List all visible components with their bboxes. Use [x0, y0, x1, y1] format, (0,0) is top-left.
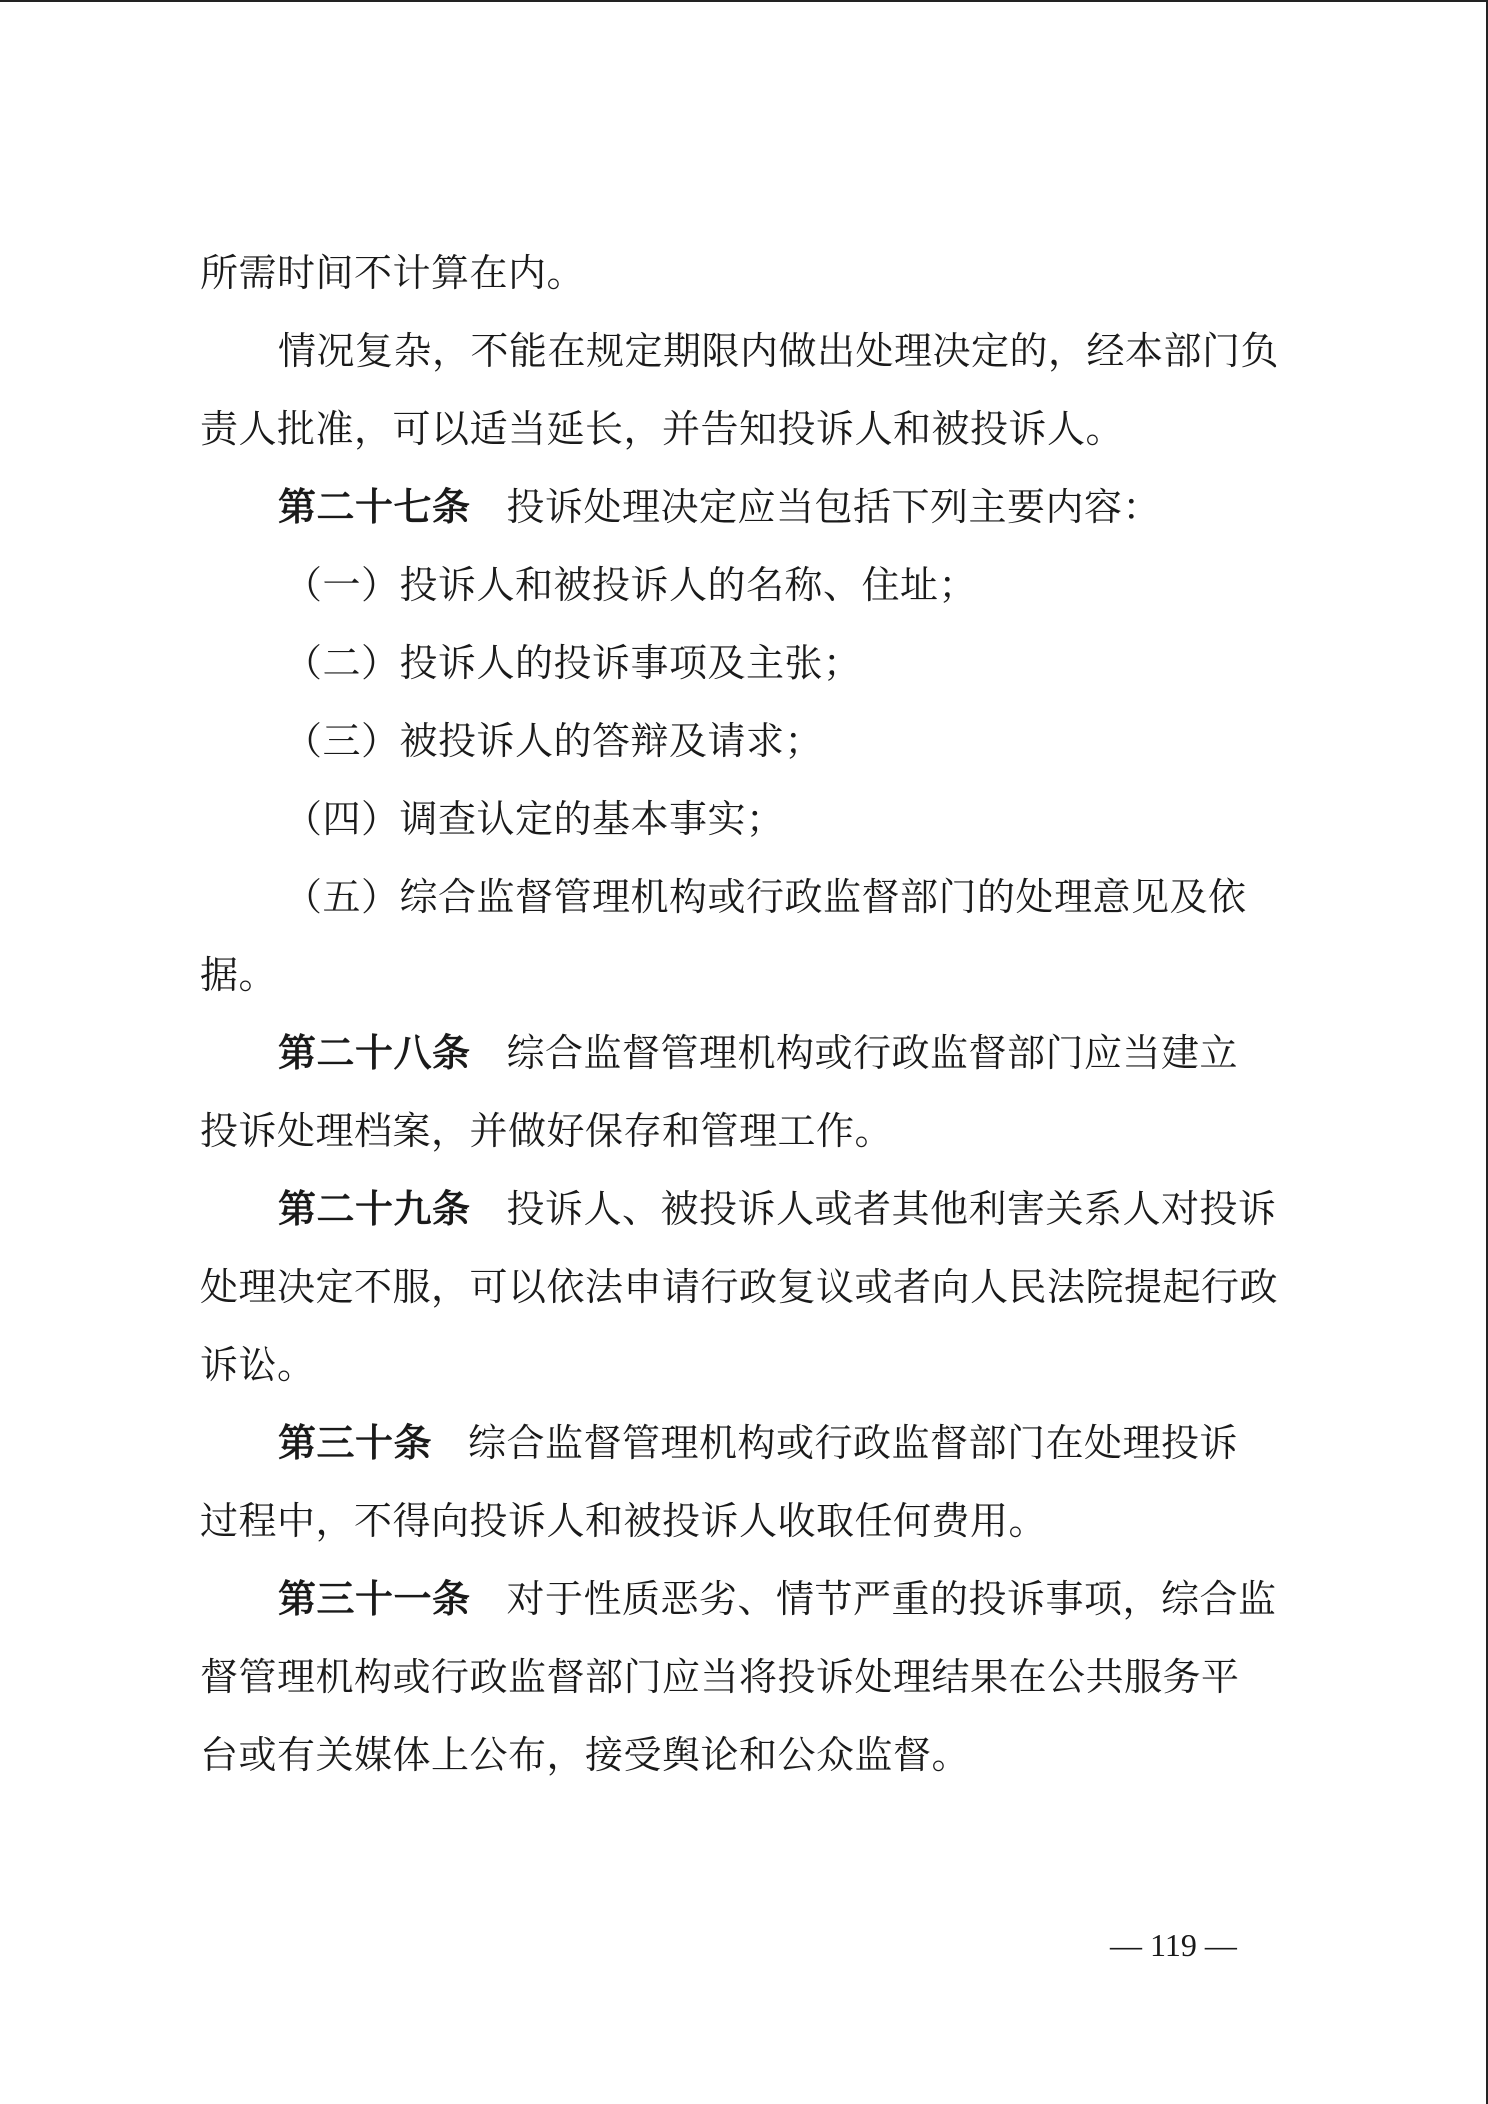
- text-line: 投诉处理档案，并做好保存和管理工作。: [200, 1109, 894, 1153]
- article-29: [200, 1170, 1305, 1248]
- article-heading: 第三十一条: [278, 1576, 471, 1621]
- article-27: [200, 468, 1305, 546]
- article-heading: 第二十七条: [278, 484, 471, 529]
- article-text: 对于性质恶劣、情节严重的投诉事项，综合监: [506, 1577, 1277, 1621]
- page-number: — 119 —: [1110, 1927, 1237, 1963]
- page-border-top: [0, 0, 1488, 2]
- text-line: 督管理机构或行政监督部门应当将投诉处理结果在公共服务平: [200, 1655, 1240, 1699]
- article-text: 投诉人、被投诉人或者其他利害关系人对投诉: [506, 1187, 1277, 1231]
- text-line: 所需时间不计算在内。: [200, 251, 586, 295]
- list-item: （五）综合监督管理机构或行政监督部门的处理意见及依: [284, 875, 1247, 919]
- text-line: 据。: [200, 953, 278, 997]
- list-item: （四）调查认定的基本事实；: [284, 797, 785, 841]
- article-heading: 第三十条: [278, 1420, 433, 1465]
- list-item: （一）投诉人和被投诉人的名称、住址；: [284, 563, 978, 607]
- article-heading: 第二十八条: [278, 1030, 471, 1075]
- article-31: [200, 1560, 1305, 1638]
- text-line: 责人批准，可以适当延长，并告知投诉人和被投诉人。: [200, 407, 1125, 451]
- article-30: [200, 1404, 1305, 1482]
- article-28: [200, 1014, 1305, 1092]
- paragraph-line: 情况复杂，不能在规定期限内做出处理决定的，经本部门负: [278, 329, 1280, 373]
- document-body: [200, 234, 1305, 1794]
- article-text: 综合监督管理机构或行政监督部门应当建立: [506, 1031, 1239, 1075]
- text-line: 台或有关媒体上公布，接受舆论和公众监督。: [200, 1733, 971, 1777]
- article-heading: 第二十九条: [278, 1186, 471, 1231]
- article-text: 投诉处理决定应当包括下列主要内容：: [506, 485, 1162, 529]
- text-line: 处理决定不服，可以依法申请行政复议或者向人民法院提起行政: [200, 1265, 1279, 1309]
- list-item: （二）投诉人的投诉事项及主张；: [284, 641, 862, 685]
- text-line: 过程中，不得向投诉人和被投诉人收取任何费用。: [200, 1499, 1048, 1543]
- text-line: 诉讼。: [200, 1343, 316, 1387]
- list-item: （三）被投诉人的答辩及请求；: [284, 719, 824, 763]
- article-text: 综合监督管理机构或行政监督部门在处理投诉: [468, 1421, 1239, 1465]
